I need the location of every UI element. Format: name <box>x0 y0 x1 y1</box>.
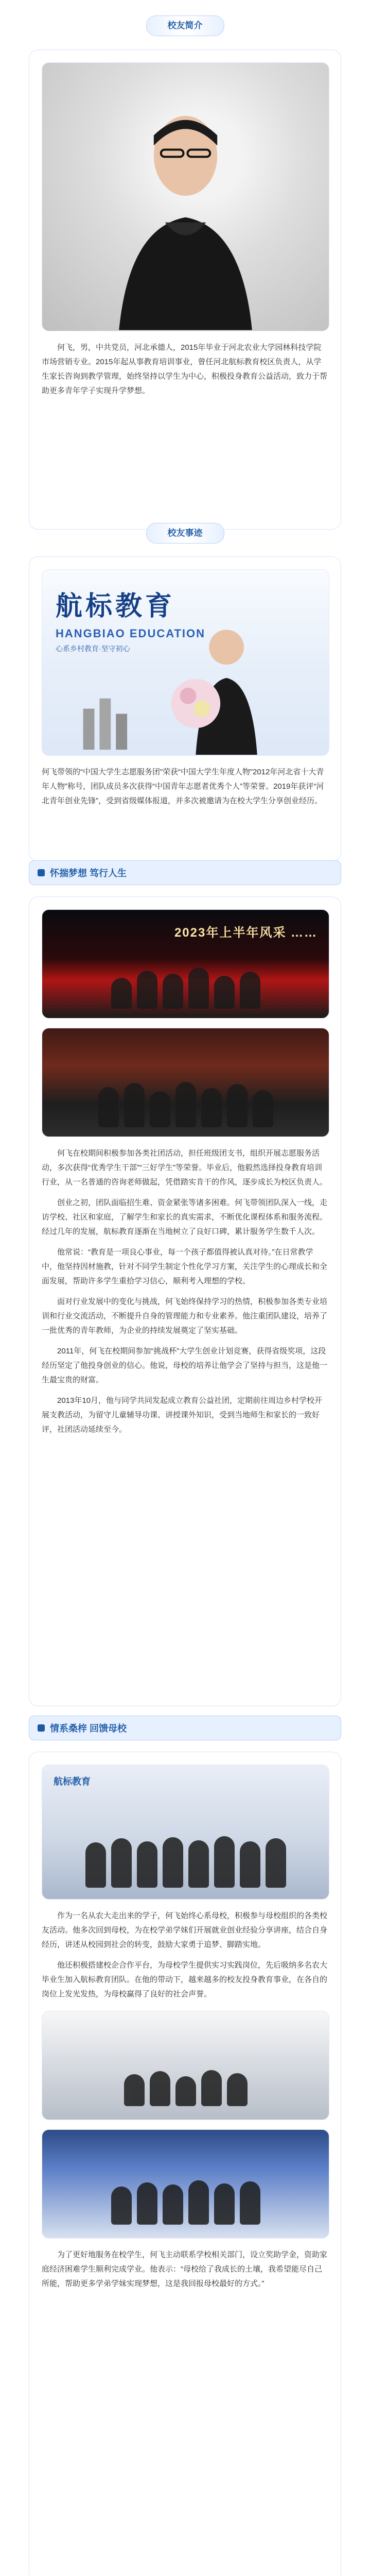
block2-title: 情系桑梓 回馈母校 <box>50 1723 127 1734</box>
bar-square-icon <box>38 1724 45 1732</box>
story-panel <box>29 556 341 861</box>
block2-text <box>42 1909 328 2002</box>
story-photo-award <box>42 569 329 756</box>
block2-photo-banner: 航标教育 <box>54 1776 91 1787</box>
story-overlay-tag: 心系乡村教育·坚守初心 <box>56 645 130 653</box>
intro-paragraph: 何飞，男，中共党员，河北承德人，2015年毕业于河北农业大学园林科技学院市场营销专业。2015年起从事教育培训事业，曾任河北航标教育校区负责人，从学生家长咨询到教学管理，始终坚持以学生为中心，积极投身教育公益活动，致力于帮助更多青年学子实现升学梦想。 <box>42 343 328 395</box>
block2-paragraph: 作为一名从农大走出来的学子，何飞始终心系母校，积极参与母校组织的各类校友活动。他多次回到母校，为在校学弟学妹们开展就业创业经验分享讲座，结合自身经历，讲述从校园到社会的转变，鼓励大家勇于追梦、脚踏实地。 <box>42 1911 328 1949</box>
story-caption: 何飞带领的“中国大学生志愿服务团”荣获“中国大学生年度人物”2012年河北省十大青年人物”称号，团队成员多次获得“中国青年志愿者优秀个人”等荣誉。2019年获评“河北青年创业先锋”，受到省级媒体报道，并多次被邀请为在校大学生分享创业经历。 <box>42 768 324 805</box>
portrait-photo <box>42 62 329 331</box>
intro-panel <box>29 49 341 530</box>
block1-photo-banner: 2023年上半年风采 …… <box>174 926 318 940</box>
block2-text-2 <box>42 2248 328 2291</box>
block2-paragraph: 为了更好地服务在校学生，何飞主动联系学校相关部门，设立奖助学金，资助家庭经济困难学生顺利完成学业。他表示：“母校给了我成长的土壤，我希望能尽自己所能，帮助更多学弟学妹实现梦想，这是我回报母校最好的方式。” <box>42 2250 328 2288</box>
block1-panel <box>29 896 341 1706</box>
block2-paragraph: 他还积极搭建校企合作平台，为母校学生提供实习实践岗位，先后吸纳多名农大毕业生加入航标教育团队。在他的带动下，越来越多的校友投身教育事业，在各自的岗位上发光发热，为母校赢得了良好的社会声誉。 <box>42 1961 328 1998</box>
portrait-silhouette-icon <box>42 63 329 331</box>
block1-paragraph: 面对行业发展中的变化与挑战，何飞始终保持学习的热情，积极参加各类专业培训和行业交流活动，不断提升自身的管理能力和专业素养。他注重团队建设，培养了一批优秀的青年教师，为企业的持续发展奠定了坚实基础。 <box>42 1297 328 1335</box>
block1-photo-team <box>42 1028 329 1137</box>
section-intro-title: 校友简介 <box>146 15 224 36</box>
block1-paragraph: 2011年，何飞在校期间参加“挑战杯”大学生创业计划竞赛，获得省级奖项，这段经历坚定了他投身创业的信心。他说，母校的培养让他学会了坚持与担当，这是他一生最宝贵的财富。 <box>42 1347 328 1384</box>
block1-photo-stage <box>42 909 329 1019</box>
block2-title-bar <box>29 1716 341 1740</box>
story-overlay-title: 航标教育 <box>56 591 175 621</box>
block1-audience <box>52 962 319 1009</box>
block1-team <box>52 1081 319 1127</box>
section-story-title-wrap <box>0 523 370 544</box>
block2-photo-meeting <box>42 2129 329 2239</box>
block2-group <box>52 1841 319 1888</box>
block2-panel <box>29 1752 341 2576</box>
block1-paragraph: 创业之初，团队面临招生难、资金紧张等诸多困难。何飞带领团队深入一线，走访学校、社区和家庭，了解学生和家长的真实需求，不断优化课程体系和服务流程。经过几年的发展，航标教育逐渐在当地树立了良好口碑，累计服务学生数千人次。 <box>42 1198 328 1236</box>
block1-title-bar <box>29 860 341 885</box>
block1-paragraph: 他常说：“教育是一项良心事业，每一个孩子都值得被认真对待。”在日常教学中，他坚持因材施教，针对不同学生制定个性化学习方案，关注学生的心理成长和全面发展，帮助许多学生重拾学习信心，顺利考入理想的学校。 <box>42 1248 328 1285</box>
block1-paragraph: 2013年10月，他与同学共同发起成立教育公益社团，定期前往周边乡村学校开展支教活动，为留守儿童辅导功课、讲授课外知识，受到当地师生和家长的一致好评，社团活动延续至今。 <box>42 1396 323 1434</box>
section-story-title: 校友事迹 <box>146 523 224 544</box>
block1-text <box>42 1146 328 1437</box>
award-scene-icon <box>42 570 329 755</box>
story-overlay-sub: HANGBIAO EDUCATION <box>56 627 206 640</box>
block1-paragraph: 何飞在校期间积极参加各类社团活动，担任班级团支书，组织开展志愿服务活动，多次获得“优秀学生干部”“三好学生”等荣誉。毕业后，他毅然选择投身教育培训行业，从一名普通的咨询老师做起，凭借踏实肯干的作风，逐步成长为校区负责人。 <box>42 1149 328 1187</box>
block1-title: 怀揣梦想 笃行人生 <box>50 868 127 878</box>
block2-office <box>52 2060 319 2106</box>
block2-photo-group <box>42 1765 329 1900</box>
block2-photo-office <box>42 2011 329 2120</box>
section-intro-title-wrap <box>0 15 370 36</box>
bar-square-icon <box>38 869 45 876</box>
block2-meeting <box>52 2178 319 2225</box>
